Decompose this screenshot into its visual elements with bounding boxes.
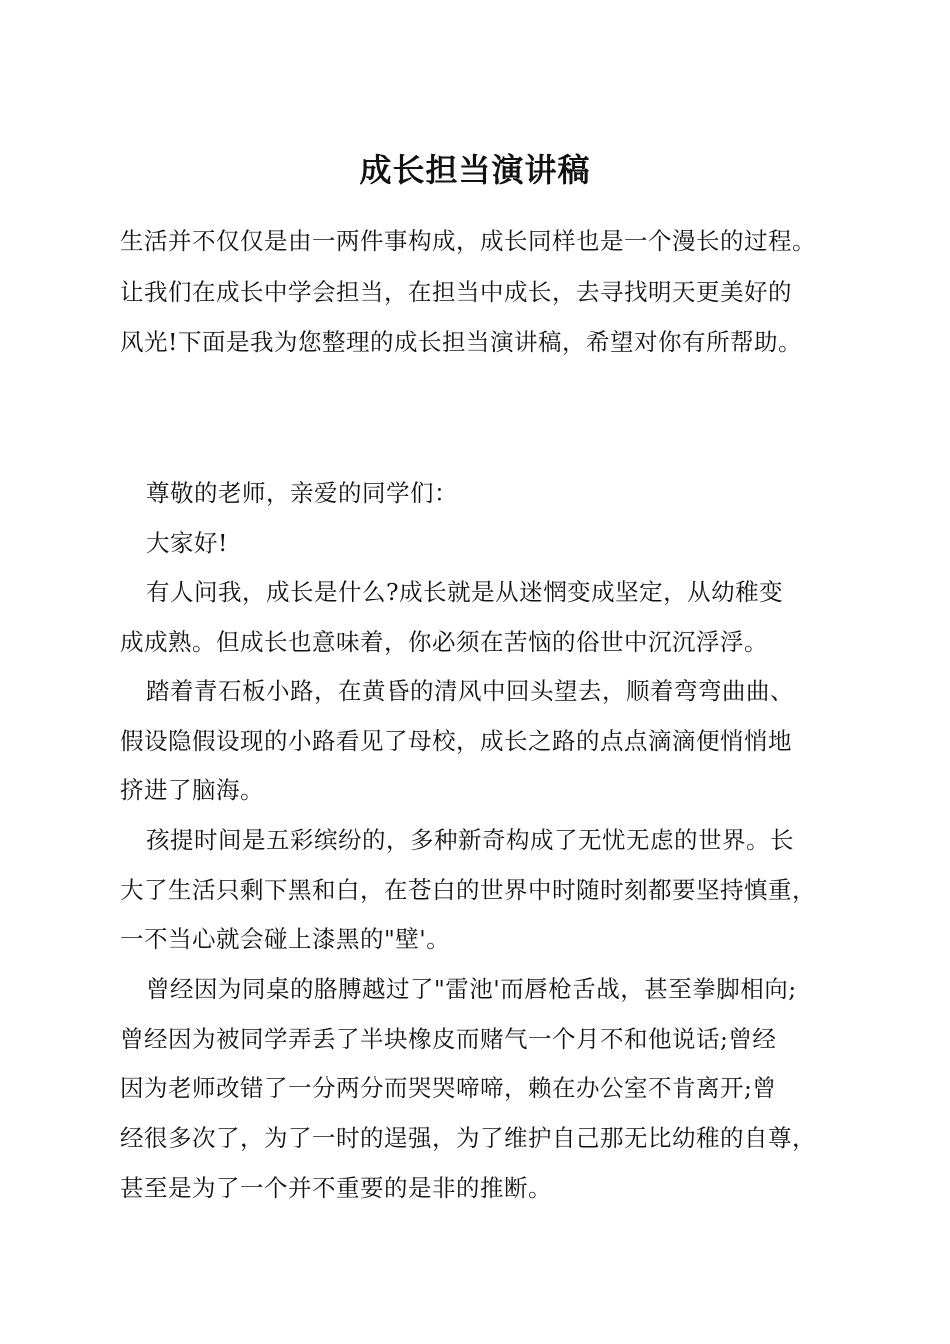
paragraph-line: 因为老师改错了一分两分而哭哭啼啼，赖在办公室不肯离开;曾	[120, 1074, 777, 1102]
paragraph-line: 甚至是为了一个并不重要的是非的推断。	[120, 1174, 552, 1202]
paragraph-line: 经很多次了，为了一时的逞强，为了维护自己那无比幼稚的自尊，	[120, 1124, 816, 1152]
paragraph-line: 挤进了脑海。	[120, 776, 264, 804]
salutation: 尊敬的老师，亲爱的同学们：	[146, 479, 458, 507]
intro-line: 让我们在成长中学会担当，在担当中成长，去寻找明天更美好的	[120, 278, 792, 306]
paragraph-line: 大了生活只剩下黑和白，在苍白的世界中时随时刻都要坚持慎重，	[120, 876, 816, 904]
paragraph-line: 曾经因为被同学弄丢了半块橡皮而赌气一个月不和他说话;曾经	[120, 1025, 777, 1053]
intro-line: 生活并不仅仅是由一两件事构成，成长同样也是一个漫长的过程。	[120, 227, 816, 255]
page-title: 成长担当演讲稿	[359, 151, 591, 189]
paragraph-line: 有人问我，成长是什么?成长就是从迷惘变成坚定，从幼稚变	[146, 578, 784, 606]
paragraph-line: 孩提时间是五彩缤纷的，多种新奇构成了无忧无虑的世界。长	[146, 826, 794, 854]
paragraph-line: 曾经因为同桌的胳膊越过了"雷池'而唇枪舌战，甚至拳脚相向;	[146, 975, 797, 1003]
paragraph-line: 成成熟。但成长也意味着，你必须在苦恼的俗世中沉沉浮浮。	[120, 628, 768, 656]
paragraph-line: 假设隐假设现的小路看见了母校，成长之路的点点滴滴便悄悄地	[120, 727, 792, 755]
paragraph-line: 踏着青石板小路，在黄昏的清风中回头望去，顺着弯弯曲曲、	[146, 677, 794, 705]
greeting: 大家好!	[146, 529, 228, 557]
intro-line: 风光!下面是我为您整理的成长担当演讲稿，希望对你有所帮助。	[120, 328, 802, 356]
paragraph-line: 一不当心就会碰上漆黑的"壁'。	[120, 925, 451, 953]
